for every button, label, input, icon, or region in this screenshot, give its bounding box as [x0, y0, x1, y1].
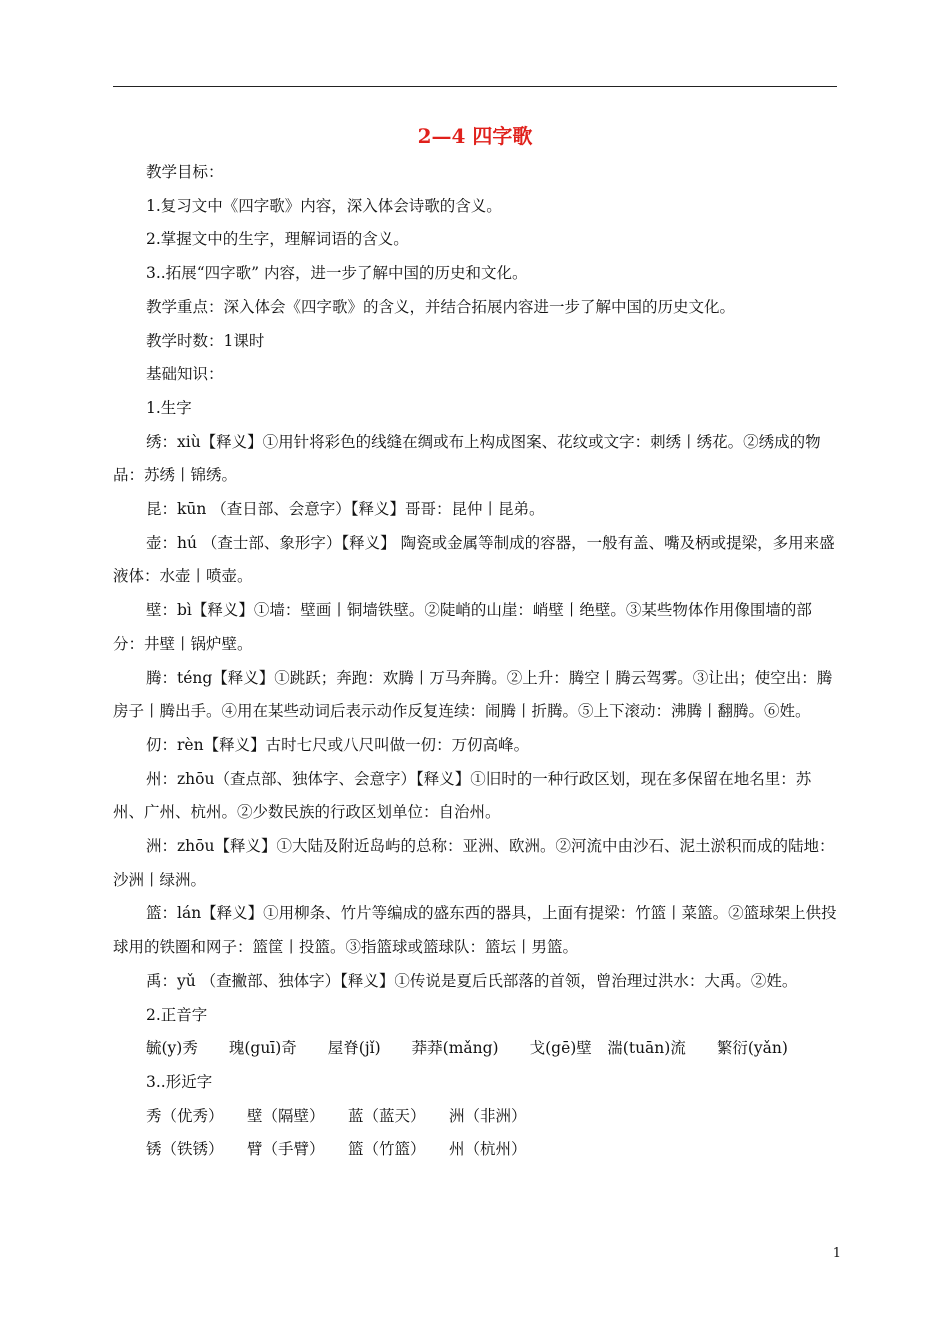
similar-char-item: 秀（优秀） — [146, 1106, 224, 1125]
paragraph: 教学时数：1课时 — [146, 331, 265, 350]
paragraph: 壶：hú （查士部、象形字）【释义】 陶瓷或金属等制成的容器，一般有盖、嘴及柄或提梁，多用来盛液体：水壶丨喷壶。 — [113, 533, 835, 586]
paragraph: 3..形近字 — [146, 1072, 213, 1091]
page-title: 2—4 四字歌 — [417, 124, 533, 148]
paragraph: 2.正音字 — [146, 1005, 208, 1024]
similar-char-item: 锈（铁锈） — [146, 1140, 224, 1159]
paragraph: 3..拓展“四字歌” 内容，进一步了解中国的历史和文化。 — [146, 264, 528, 283]
similar-chars-row — [113, 1133, 839, 1167]
paragraph: 1.复习文中《四字歌》内容，深入体会诗歌的含义。 — [146, 196, 502, 215]
similar-char-item: 蓝（蓝天） — [348, 1106, 426, 1125]
page-number: 1 — [832, 1246, 841, 1261]
similar-char-item: 壁（隔壁） — [247, 1106, 325, 1125]
document-body — [113, 156, 839, 1167]
similar-char-item: 洲（非洲） — [449, 1106, 527, 1125]
pronunciation-list: 毓(y)秀 瑰(guī)奇 屋脊(jǐ) 莽莽(mǎng) 戈(gē)壁 湍(tuān)流 繁衍(yǎn) — [146, 1039, 788, 1058]
paragraph: 壁：bì【释义】①墙：壁画丨铜墙铁壁。②陡峭的山崖：峭壁丨绝壁。③某些物体作用像围墙的部分：井壁丨锅炉壁。 — [113, 601, 812, 653]
similar-chars-row — [113, 1100, 839, 1134]
paragraph: 基础知识： — [146, 365, 224, 384]
paragraph: 1.生字 — [146, 398, 192, 417]
paragraph: 仞：rèn【释义】古时七尺或八尺叫做一仞：万仞高峰。 — [146, 735, 530, 754]
similar-char-item: 臂（手臂） — [247, 1140, 325, 1159]
paragraph: 禹：yǔ （查撇部、独体字）【释义】①传说是夏后氏部落的首领，曾治理过洪水：大禹。②姓。 — [146, 971, 798, 990]
paragraph: 州：zhōu（查点部、独体字、会意字）【释义】①旧时的一种行政区划，现在多保留在地名里：苏州、广州、杭州。②少数民族的行政区划单位：自治州。 — [113, 769, 812, 822]
paragraph: 2.掌握文中的生字，理解词语的含义。 — [146, 230, 409, 249]
paragraph: 腾：téng【释义】①跳跃；奔跑：欢腾丨万马奔腾。②上升：腾空丨腾云驾雾。③让出；使空出：腾房子丨腾出手。④用在某些动词后表示动作反复连续：闹腾丨折腾。⑤上下滚动：沸腾丨翻腾。⑥姓。 — [113, 668, 833, 721]
similar-char-item: 州（杭州） — [449, 1140, 527, 1159]
similar-char-item: 篮（竹篮） — [348, 1140, 426, 1159]
header-rule — [113, 86, 837, 87]
paragraph: 教学目标： — [146, 163, 224, 181]
paragraph: 洲：zhōu【释义】①大陆及附近岛屿的总称：亚洲、欧洲。②河流中由沙石、泥土淤积而成的陆地：沙洲丨绿洲。 — [113, 837, 835, 889]
paragraph: 昆：kūn （查日部、会意字）【释义】哥哥：昆仲丨昆弟。 — [146, 500, 545, 519]
paragraph: 教学重点：深入体会《四字歌》的含义，并结合拓展内容进一步了解中国的历史文化。 — [146, 297, 736, 316]
paragraph: 绣：xiù【释义】①用针将彩色的线缝在绸或布上构成图案、花纹或文字：刺绣丨绣花。②绣成的物品：苏绣丨锦绣。 — [113, 432, 821, 485]
paragraph: 篮：lán【释义】①用柳条、竹片等编成的盛东西的器具，上面有提梁：竹篮丨菜篮。②篮球架上供投球用的铁圈和网子：篮筐丨投篮。③指篮球或篮球队：篮坛丨男篮。 — [113, 904, 837, 957]
